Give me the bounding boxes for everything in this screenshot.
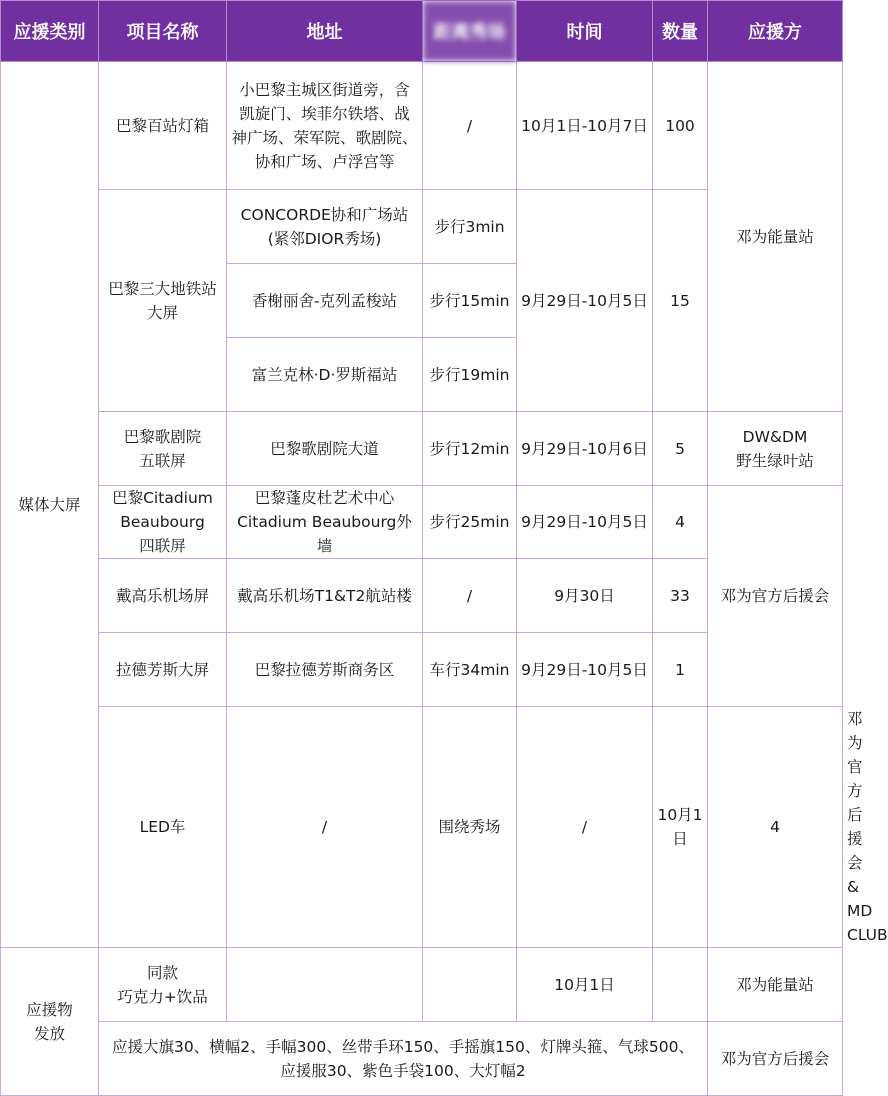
distance-cell: / (423, 559, 517, 633)
quantity-cell: 100 (653, 62, 708, 190)
project-cell: 戴高乐机场屏 (99, 559, 227, 633)
time-cell: 9月29日-10月5日 (517, 633, 653, 707)
project-cell: 巴黎Citadium Beaubourg 四联屏 (99, 486, 227, 559)
table-row (1, 412, 843, 486)
project-cell: 拉德芳斯大屏 (99, 633, 227, 707)
table-row (1, 1022, 843, 1096)
quantity-cell: 4 (708, 707, 843, 948)
quantity-cell: 15 (653, 190, 708, 412)
time-cell: 10月1日 (517, 948, 653, 1022)
header-category: 应援类别 (1, 1, 99, 62)
project-cell: / (227, 707, 423, 948)
distance-cell: 车行34min (423, 633, 517, 707)
time-cell: 10月1日-10月7日 (517, 62, 653, 190)
distance-cell: / (423, 62, 517, 190)
distance-cell: 步行12min (423, 412, 517, 486)
category-cell-led: LED车 (99, 707, 227, 948)
address-cell: 香榭丽舍-克列孟梭站 (227, 264, 423, 338)
address-cell: 小巴黎主城区街道旁，含 凯旋门、埃菲尔铁塔、战 神广场、荣军院、歌剧院、 协和广场、卢浮宫等 (227, 62, 423, 190)
table-row (1, 486, 843, 559)
time-cell: 9月30日 (517, 559, 653, 633)
distance-cell: / (517, 707, 653, 948)
project-cell: 同款 巧克力+饮品 (99, 948, 227, 1022)
quantity-cell: 5 (653, 412, 708, 486)
header-project: 项目名称 (99, 1, 227, 62)
time-cell: 9月29日-10月5日 (517, 486, 653, 559)
supporter-cell: 邓为官方后援会 (708, 486, 843, 707)
header-time: 时间 (517, 1, 653, 62)
quantity-cell (653, 948, 708, 1022)
supporter-cell: 邓为官方后援会 (708, 1022, 843, 1096)
header-quantity: 数量 (653, 1, 708, 62)
distance-cell: 步行15min (423, 264, 517, 338)
project-cell: 巴黎歌剧院 五联屏 (99, 412, 227, 486)
supporter-cell: 邓为能量站 (708, 948, 843, 1022)
table-row (1, 62, 843, 190)
address-cell: 巴黎拉德芳斯商务区 (227, 633, 423, 707)
address-cell: CONCORDE协和广场站 (紧邻DIOR秀场) (227, 190, 423, 264)
quantity-cell: 1 (653, 633, 708, 707)
table-row: LED车 / 围绕秀场 / 10月1日 4 邓为官方后援会 & MD CLUB (1, 707, 843, 948)
distance-cell: 步行25min (423, 486, 517, 559)
project-cell: 巴黎百站灯箱 (99, 62, 227, 190)
time-cell: 9月29日-10月6日 (517, 412, 653, 486)
time-cell: 10月1日 (653, 707, 708, 948)
address-cell: 戴高乐机场T1&T2航站楼 (227, 559, 423, 633)
quantity-cell: 33 (653, 559, 708, 633)
header-supporter: 应援方 (708, 1, 843, 62)
supporter-cell: DW&DM 野生绿叶站 (708, 412, 843, 486)
address-cell (227, 948, 423, 1022)
distance-cell: 步行19min (423, 338, 517, 412)
project-cell: 巴黎三大地铁站 大屏 (99, 190, 227, 412)
address-cell: 富兰克林·D·罗斯福站 (227, 338, 423, 412)
address-cell: 围绕秀场 (423, 707, 517, 948)
table-row (1, 948, 843, 1022)
quantity-cell: 4 (653, 486, 708, 559)
distance-cell (423, 948, 517, 1022)
header-address: 地址 (227, 1, 423, 62)
header-row (1, 1, 843, 62)
distance-cell: 步行3min (423, 190, 517, 264)
address-cell: 巴黎蓬皮杜艺术中心 Citadium Beaubourg外墙 (227, 486, 423, 559)
supporter-cell: 邓为能量站 (708, 62, 843, 412)
time-cell: 9月29日-10月5日 (517, 190, 653, 412)
header-distance: 距离秀场 (423, 1, 517, 62)
address-cell: 巴黎歌剧院大道 (227, 412, 423, 486)
gift-items-cell: 应援大旗30、横幅2、手幅300、丝带手环150、手摇旗150、灯牌头箍、气球500、 应援服30、紫色手袋100、大灯幅2 (99, 1022, 708, 1096)
category-cell-media: 媒体大屏 (1, 62, 99, 948)
category-cell-gift: 应援物 发放 (1, 948, 99, 1096)
